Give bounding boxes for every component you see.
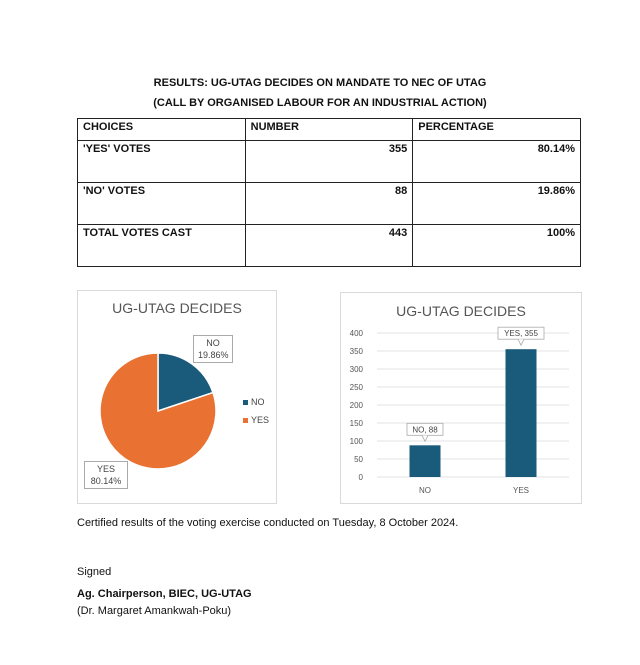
data-label-pointer: [518, 339, 524, 345]
signatory-position: Ag. Chairperson, BIEC, UG-UTAG: [77, 588, 252, 600]
legend-label-no: NO: [251, 397, 265, 407]
data-label: NO, 88: [412, 425, 438, 435]
y-tick-label: 0: [358, 473, 363, 482]
no-slice-label-value: 19.86%: [198, 350, 229, 360]
signed-label: Signed: [77, 566, 112, 578]
legend-label-yes: YES: [251, 415, 270, 425]
header-choices: CHOICES: [78, 119, 246, 141]
certification-text: Certified results of the voting exercise conducted on Tuesday, 8 October 2024.: [77, 517, 459, 529]
document-subtitle: (CALL BY ORGANISED LABOUR FOR AN INDUSTRIAL ACTION): [153, 97, 487, 109]
bar-chart: [340, 292, 582, 504]
y-tick-label: 50: [354, 455, 363, 464]
x-tick-label: YES: [512, 486, 530, 495]
signatory-name: (Dr. Margaret Amankwah-Poku): [77, 605, 232, 617]
legend-item-no: [243, 397, 265, 407]
x-tick-label: NO: [419, 486, 431, 495]
y-tick-label: 250: [349, 383, 363, 392]
bar-chart-plot: [341, 293, 581, 503]
row-number: 355: [245, 141, 413, 183]
row-percentage: 19.86%: [413, 183, 581, 225]
row-choice: 'NO' VOTES: [78, 183, 246, 225]
legend-swatch-no: [243, 400, 248, 405]
header-number: NUMBER: [245, 119, 413, 141]
table-row: [78, 183, 581, 225]
pie-chart-title: UG-UTAG DECIDES: [112, 300, 242, 316]
bar-no: [410, 445, 441, 477]
row-percentage: 80.14%: [413, 141, 581, 183]
y-tick-label: 350: [349, 347, 363, 356]
data-label-pointer: [422, 435, 428, 441]
pie-chart: [77, 290, 277, 504]
no-slice-label-name: NO: [206, 338, 220, 348]
yes-slice-label-value: 80.14%: [90, 476, 122, 486]
document-title: RESULTS: UG-UTAG DECIDES ON MANDATE TO NEC OF UTAG: [153, 77, 487, 89]
row-number: 443: [245, 225, 413, 267]
table-header-row: [78, 119, 581, 141]
legend-swatch-yes: [243, 418, 248, 423]
row-choice: 'YES' VOTES: [78, 141, 246, 183]
row-number: 88: [245, 183, 413, 225]
row-percentage: 100%: [413, 225, 581, 267]
data-label: YES, 355: [504, 329, 538, 339]
y-tick-label: 400: [349, 329, 363, 338]
yes-slice-label: [84, 461, 128, 489]
table-row: [78, 225, 581, 267]
header-percentage: PERCENTAGE: [413, 119, 581, 141]
legend-item-yes: [243, 415, 269, 425]
bar-chart-title: UG-UTAG DECIDES: [396, 303, 526, 319]
y-tick-label: 150: [349, 419, 363, 428]
row-choice: TOTAL VOTES CAST: [78, 225, 246, 267]
no-slice-label: [193, 335, 233, 363]
y-tick-label: 300: [349, 365, 363, 374]
table-row: [78, 141, 581, 183]
y-tick-label: 100: [349, 437, 363, 446]
results-table: [77, 118, 581, 267]
bar-yes: [506, 349, 537, 477]
y-tick-label: 200: [349, 401, 363, 410]
yes-slice-label-name: YES: [96, 464, 115, 474]
